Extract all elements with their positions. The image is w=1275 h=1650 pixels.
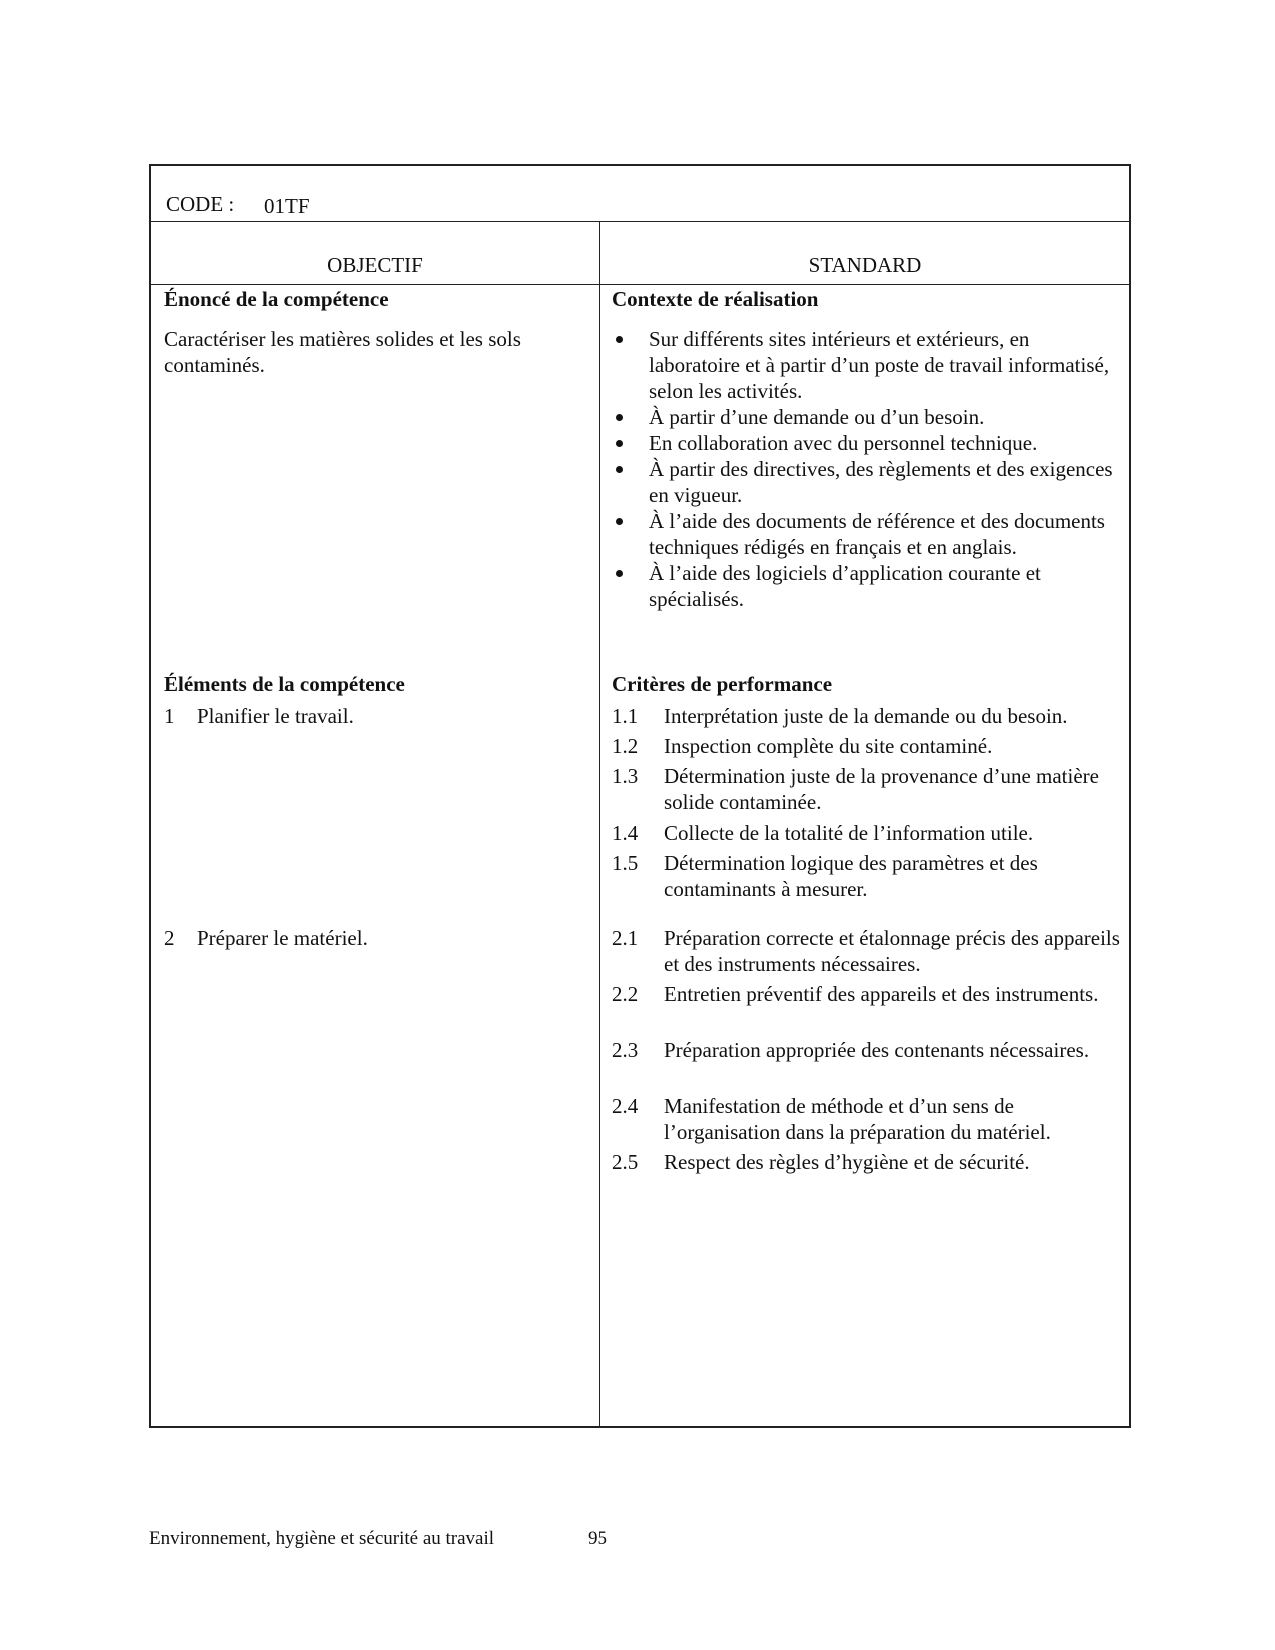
critere-item xyxy=(612,763,1122,815)
bullet-icon xyxy=(616,336,623,343)
critere-item xyxy=(612,1149,1122,1175)
element-text: Préparer le matériel. xyxy=(197,926,368,950)
critere-number: 1.5 xyxy=(612,851,639,875)
bullet-icon xyxy=(616,414,623,421)
critere-text: Respect des règles d’hygiène et de sécurité. xyxy=(664,1150,1030,1174)
list-item-text: À partir des directives, des règlements et des exigences en vigueur. xyxy=(649,457,1113,507)
bullet-icon xyxy=(616,570,623,577)
bullet-icon xyxy=(616,440,623,447)
critere-number: 2.4 xyxy=(612,1094,639,1118)
critere-text: Préparation appropriée des contenants nécessaires. xyxy=(664,1038,1090,1062)
list-item xyxy=(612,404,1122,430)
critere-item xyxy=(612,981,1122,1007)
critere-number: 2.2 xyxy=(612,982,639,1006)
list-item xyxy=(612,456,1122,508)
critere-item xyxy=(612,925,1122,977)
critere-item xyxy=(612,1093,1122,1145)
critere-number: 1.4 xyxy=(612,821,639,845)
code-label: CODE : xyxy=(166,192,235,216)
footer-title: Environnement, hygiène et sécurité au travail xyxy=(149,1528,495,1549)
critere-text: Entretien préventif des appareils et des instruments. xyxy=(664,982,1099,1006)
objectif-header: OBJECTIF xyxy=(327,253,423,277)
element-text: Planifier le travail. xyxy=(197,704,354,728)
element-item xyxy=(164,703,354,729)
list-item-text: Sur différents sites intérieurs et extérieurs, en laboratoire et à partir d’un poste de travail informatisé, selon les activités. xyxy=(649,327,1110,403)
contexte-list xyxy=(612,326,1122,612)
elements-title: Éléments de la compétence xyxy=(164,672,405,696)
bullet-icon xyxy=(616,466,623,473)
column-divider xyxy=(599,221,600,1426)
critere-number: 2.3 xyxy=(612,1038,639,1062)
standard-header: STANDARD xyxy=(808,253,922,277)
critere-item xyxy=(612,850,1122,902)
critere-text: Interprétation juste de la demande ou du besoin. xyxy=(664,704,1068,728)
critere-text: Inspection complète du site contaminé. xyxy=(664,734,993,758)
list-item-text: En collaboration avec du personnel technique. xyxy=(649,431,1038,455)
header-row xyxy=(151,221,1129,285)
list-item xyxy=(612,430,1122,456)
criteres-title: Critères de performance xyxy=(612,672,833,696)
code-row xyxy=(151,166,1129,222)
critere-number: 1.2 xyxy=(612,734,639,758)
critere-text: Détermination logique des paramètres et des contaminants à mesurer. xyxy=(664,851,1038,901)
page-number: 95 xyxy=(588,1528,607,1549)
element-number: 1 xyxy=(164,704,175,728)
contexte-title: Contexte de réalisation xyxy=(612,287,819,311)
enonce-title: Énoncé de la compétence xyxy=(164,287,389,311)
enonce-text: Caractériser les matières solides et les sols contaminés. xyxy=(164,327,521,377)
bullet-icon xyxy=(616,518,623,525)
critere-text: Préparation correcte et étalonnage précis des appareils et des instruments nécessaires. xyxy=(664,926,1120,976)
list-item xyxy=(612,508,1122,560)
list-item-text: À l’aide des documents de référence et des documents techniques rédigés en français et en anglais. xyxy=(649,509,1105,559)
critere-item xyxy=(612,733,1122,759)
critere-text: Manifestation de méthode et d’un sens de l’organisation dans la préparation du matériel. xyxy=(664,1094,1051,1144)
critere-text: Collecte de la totalité de l’information utile. xyxy=(664,821,1034,845)
critere-number: 1.3 xyxy=(612,764,639,788)
element-number: 2 xyxy=(164,926,175,950)
critere-item xyxy=(612,820,1122,846)
critere-item xyxy=(612,703,1122,729)
critere-item xyxy=(612,1037,1122,1063)
competency-table xyxy=(149,164,1131,1428)
list-item-text: À partir d’une demande ou d’un besoin. xyxy=(649,405,985,429)
critere-number: 2.1 xyxy=(612,926,639,950)
critere-text: Détermination juste de la provenance d’une matière solide contaminée. xyxy=(664,764,1099,814)
critere-number: 2.5 xyxy=(612,1150,639,1174)
element-item xyxy=(164,925,368,951)
list-item xyxy=(612,326,1122,404)
critere-number: 1.1 xyxy=(612,704,639,728)
list-item-text: À l’aide des logiciels d’application courante et spécialisés. xyxy=(649,561,1041,611)
list-item xyxy=(612,560,1122,612)
code-value: 01TF xyxy=(264,194,310,218)
